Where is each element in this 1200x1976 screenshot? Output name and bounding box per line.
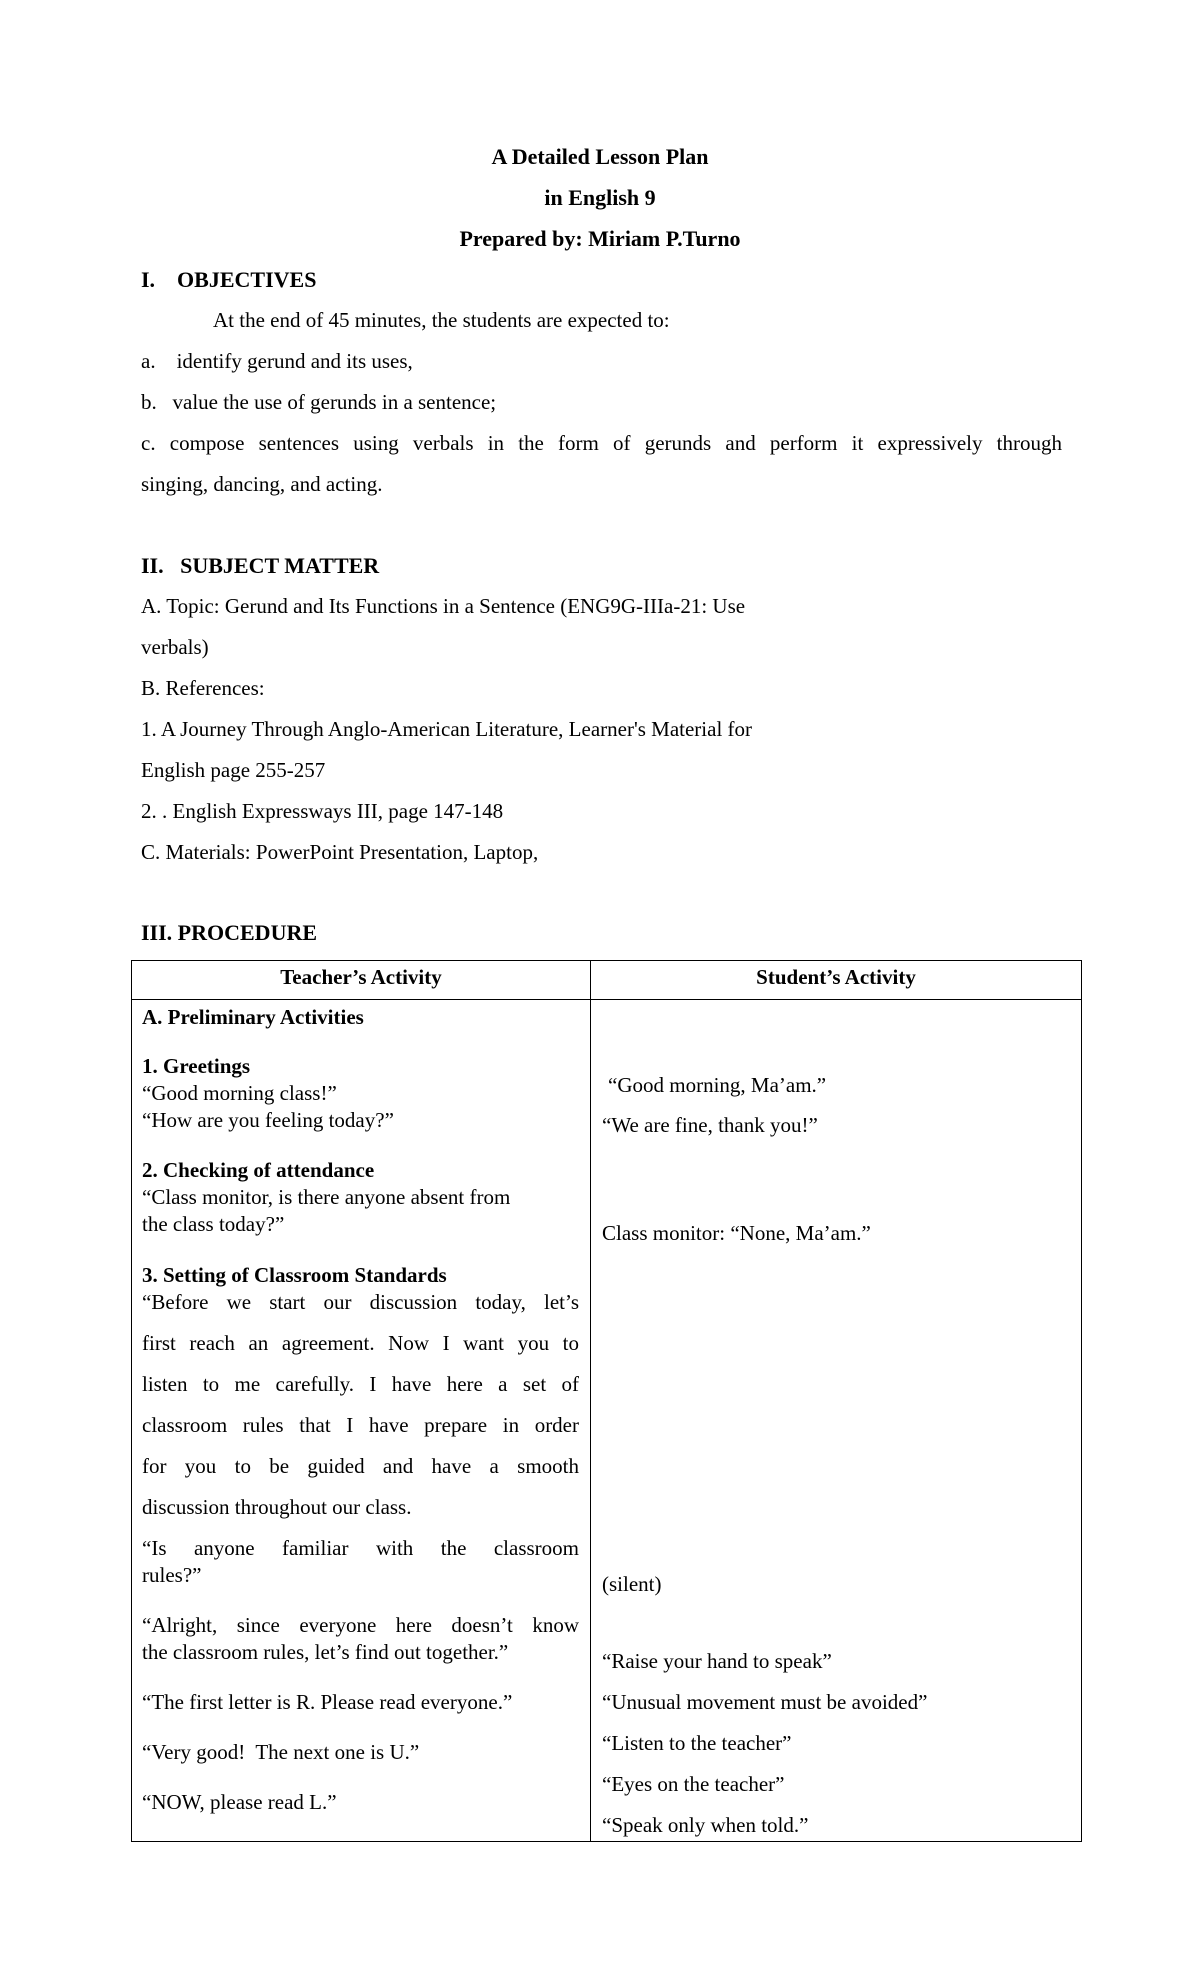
objectives-intro: At the end of 45 minutes, the students are expected to: — [213, 308, 670, 332]
teacher-activity-header: Teacher’s Activity — [280, 965, 442, 989]
teacher-line: “NOW, please read L.” — [142, 1790, 337, 1814]
teacher-paragraph-line: first reach an agreement. Now I want you to — [142, 1331, 579, 1355]
teacher-line: “Good morning class!” — [142, 1081, 337, 1105]
column-divider — [590, 961, 591, 1841]
teacher-question-line: rules?” — [142, 1563, 202, 1587]
subject-matter-line: verbals) — [141, 635, 209, 659]
subject-matter-line: 2. . English Expressways III, page 147-148 — [141, 799, 504, 823]
teacher-question-line: “Is anyone familiar with the classroom — [142, 1536, 579, 1560]
teacher-paragraph-line: “Before we start our discussion today, let’s — [142, 1290, 579, 1314]
student-line: “We are fine, thank you!” — [602, 1113, 818, 1137]
classroom-standards-heading: 3. Setting of Classroom Standards — [142, 1263, 447, 1287]
subject-matter-line: B. References: — [141, 676, 265, 700]
teacher-paragraph-line: listen to me carefully. I have here a set of — [142, 1372, 579, 1396]
preliminary-activities-heading: A. Preliminary Activities — [142, 1005, 364, 1029]
student-rule: “Raise your hand to speak” — [602, 1649, 832, 1673]
objective-item: a. identify gerund and its uses, — [141, 349, 413, 373]
subject-matter-line: A. Topic: Gerund and Its Functions in a Sentence (ENG9G-IIIa-21: Use — [141, 594, 746, 618]
teacher-paragraph-line: discussion throughout our class. — [142, 1495, 412, 1519]
student-rule: “Eyes on the teacher” — [602, 1772, 785, 1796]
procedure-heading: III. PROCEDURE — [141, 920, 318, 945]
objective-item: b. value the use of gerunds in a sentence; — [141, 390, 497, 414]
teacher-line: the class today?” — [142, 1212, 285, 1236]
student-rule: “Unusual movement must be avoided” — [602, 1690, 928, 1714]
document-subject: in English 9 — [544, 185, 656, 210]
document-title: A Detailed Lesson Plan — [491, 144, 709, 169]
student-rule: “Listen to the teacher” — [602, 1731, 792, 1755]
teacher-line: “How are you feeling today?” — [142, 1108, 394, 1132]
subject-matter-line: 1. A Journey Through Anglo-American Literature, Learner's Material for — [141, 717, 753, 741]
teacher-line: the classroom rules, let’s find out together.” — [142, 1640, 509, 1664]
student-line: (silent) — [602, 1572, 662, 1596]
greetings-heading: 1. Greetings — [142, 1054, 251, 1078]
student-activity-header: Student’s Activity — [756, 965, 916, 989]
teacher-line: “Very good! The next one is U.” — [142, 1740, 420, 1764]
subject-matter-line: C. Materials: PowerPoint Presentation, Laptop, — [141, 840, 539, 864]
student-line: “Good morning, Ma’am.” — [608, 1073, 827, 1097]
teacher-paragraph-line: for you to be guided and have a smooth — [142, 1454, 579, 1478]
student-line: Class monitor: “None, Ma’am.” — [602, 1221, 871, 1245]
objective-item-continued: singing, dancing, and acting. — [141, 472, 383, 496]
teacher-line: “The first letter is R. Please read everyone.” — [142, 1690, 513, 1714]
subject-matter-line: English page 255-257 — [141, 758, 326, 782]
student-rule: “Speak only when told.” — [602, 1813, 809, 1837]
procedure-table — [131, 960, 1082, 1842]
objective-item: c. compose sentences using verbals in the form of gerunds and perform it expressively through — [141, 431, 1062, 455]
subject-matter-heading: II. SUBJECT MATTER — [141, 553, 380, 578]
prepared-by: Prepared by: Miriam P.Turno — [459, 226, 741, 251]
teacher-paragraph-line: classroom rules that I have prepare in order — [142, 1413, 579, 1437]
teacher-line: “Alright, since everyone here doesn’t know — [142, 1613, 579, 1637]
attendance-heading: 2. Checking of attendance — [142, 1158, 375, 1182]
objectives-heading: I. OBJECTIVES — [141, 267, 317, 292]
header-divider — [132, 999, 1081, 1000]
teacher-line: “Class monitor, is there anyone absent from — [142, 1185, 511, 1209]
